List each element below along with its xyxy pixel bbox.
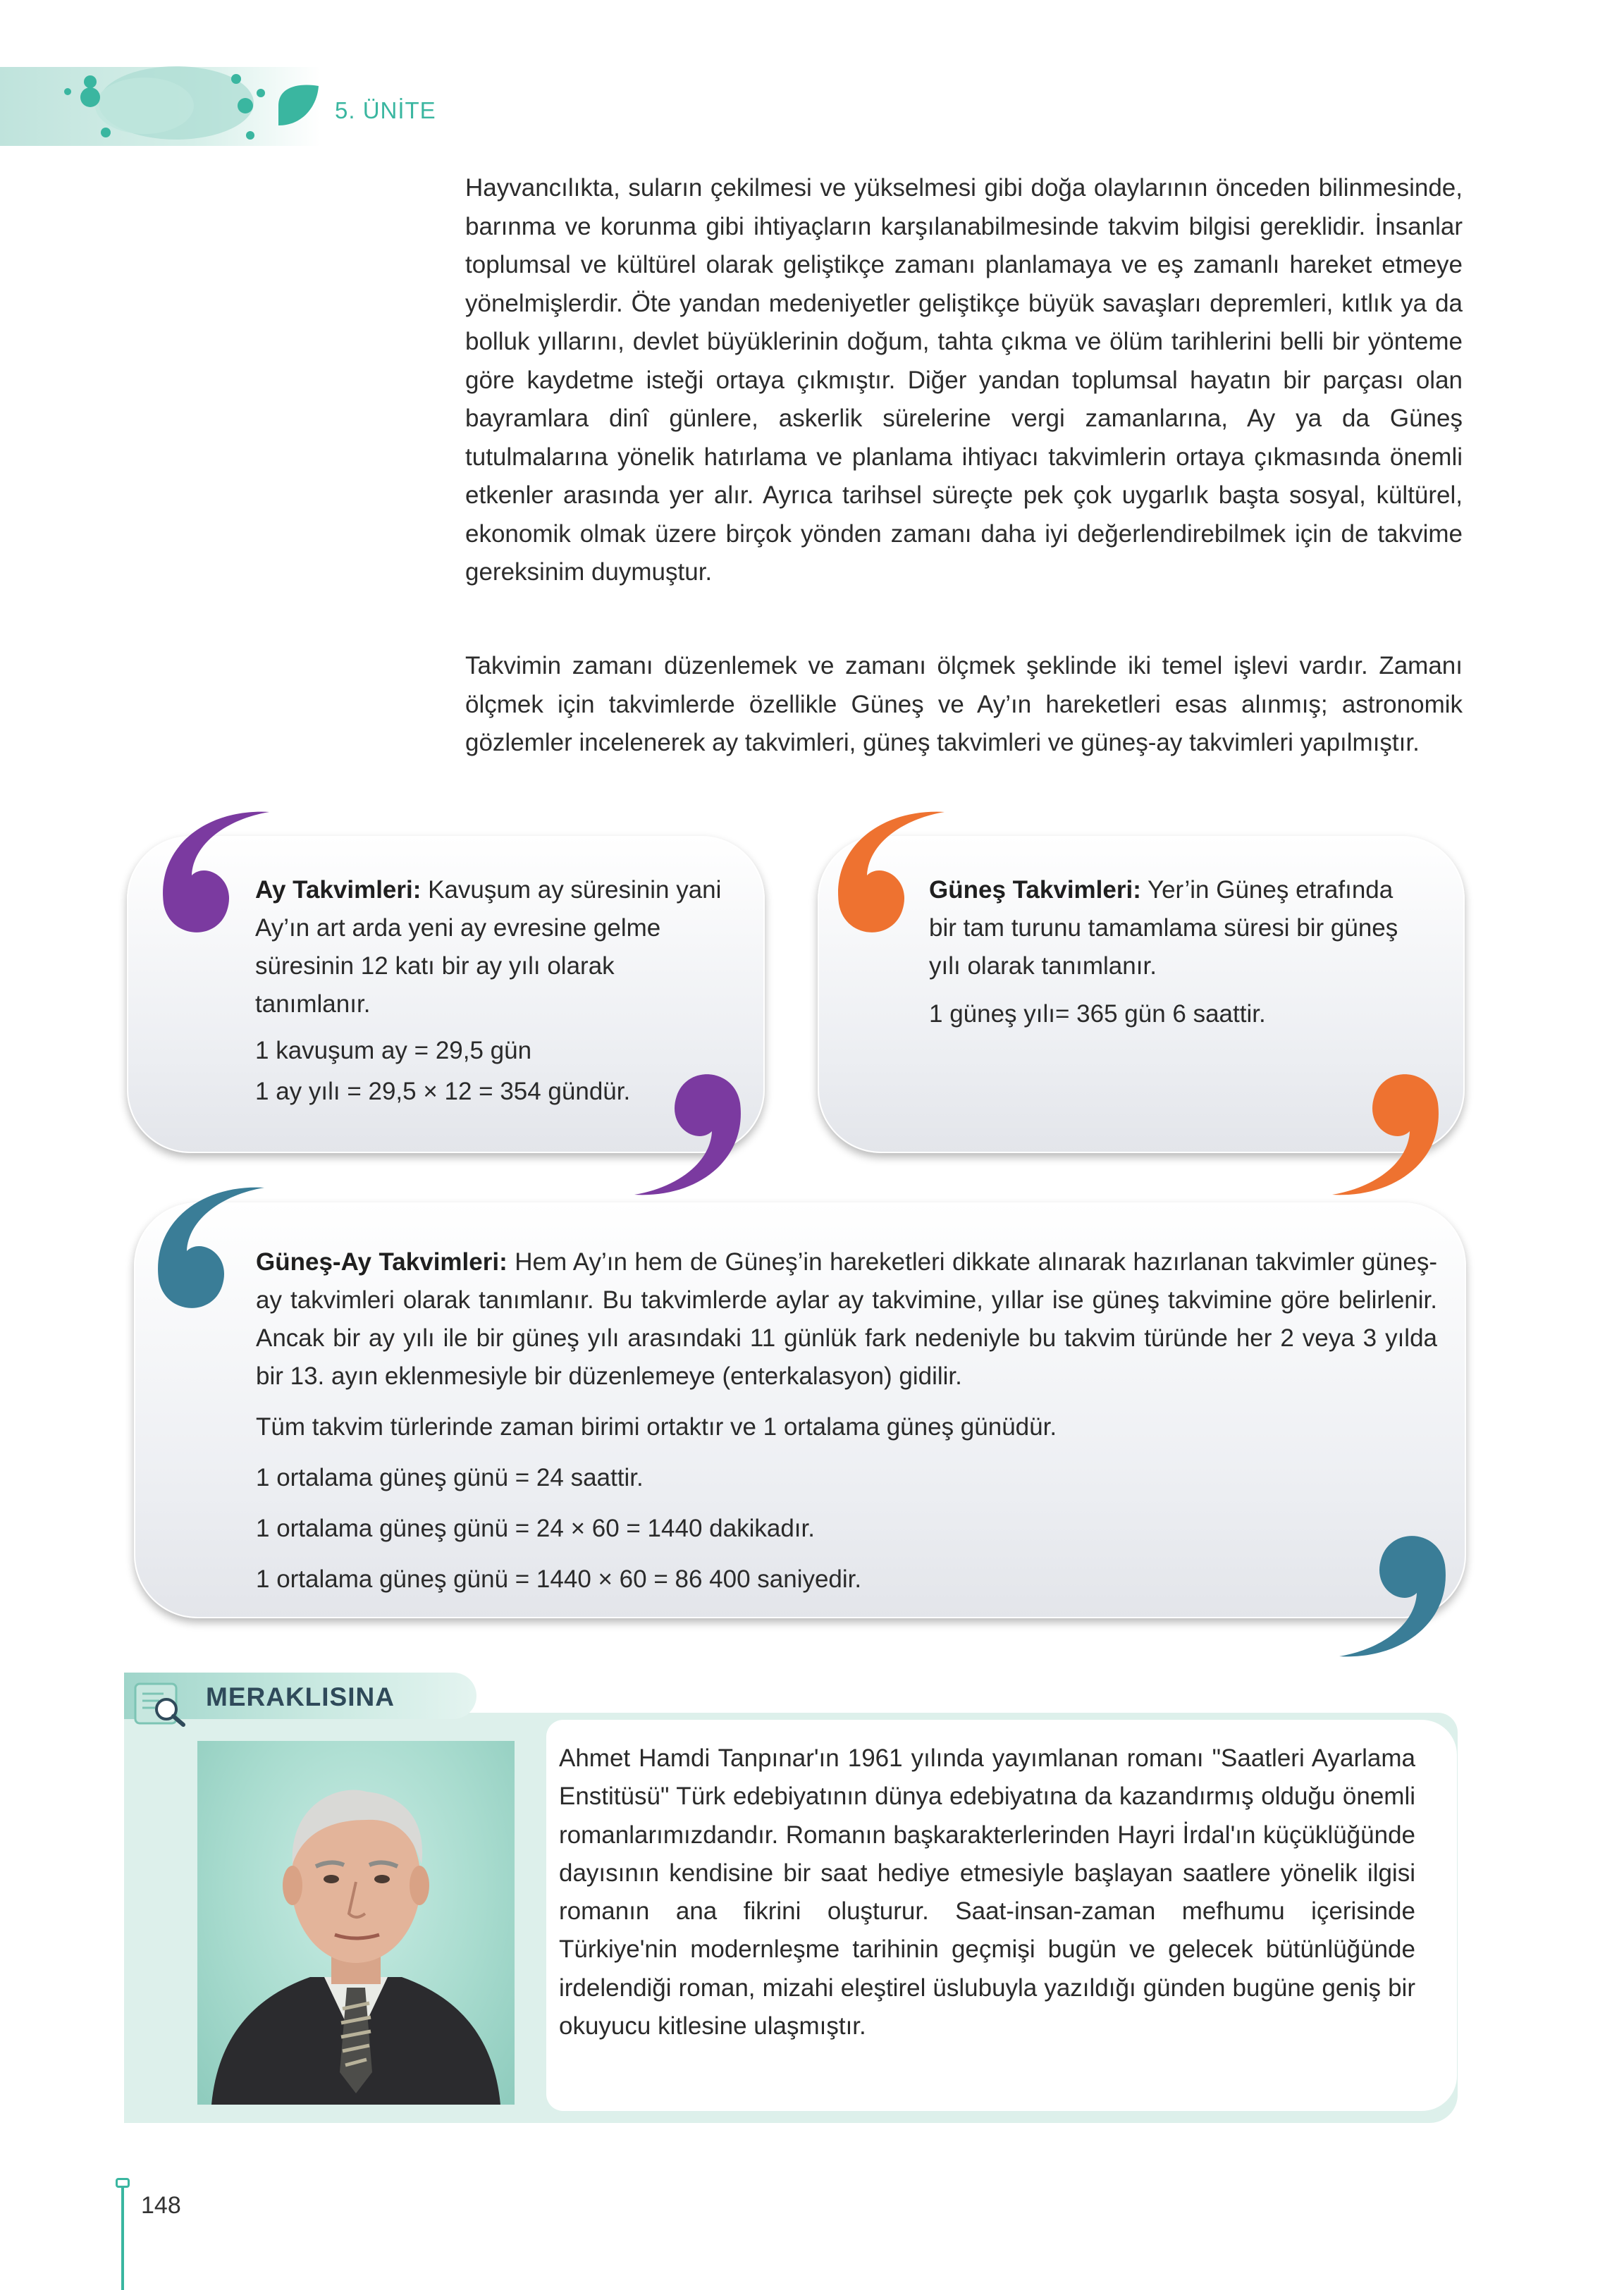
lunisolar-calendar-text [256,1243,1437,1599]
solar-formula: 1 güneş yılı= 365 gün 6 saattir. [929,1000,1266,1028]
document-search-icon [133,1681,192,1728]
lunar-description: Kavuşum ay süresinin yani Ay’ın art arda yeni ay evresine gelme süresinin 12 katı bir ay yılı olarak tanımlanır. [255,876,722,1018]
orange-quote-bottom-decoration [1311,1061,1473,1202]
lunisolar-formula-3: 1 ortalama güneş günü = 1440 × 60 = 86 400 saniyedir. [256,1565,862,1593]
page-number-rule [121,2184,124,2290]
paragraph-1: Hayvancılıkta, suların çekilmesi ve yükselmesi gibi doğa olaylarının önceden bilinmesinde, barınma ve korunma gibi ihtiyaçların karşılanabilmesinde takvim bilgisi gereklidir. İnsanlar toplumsal ve kültürel olarak geliştikçe zamanı planlamaya ve eş zamanlı hareket etmeye yönelmişlerdir. Öte yandan medeniyetler geliştikçe büyük savaşları depremleri, kıtlık ya da bolluk yıllarını, devlet büyüklerinin doğum, tahta çıkma ve ölüm tarihlerini belli bir yönteme göre kaydetme isteği ortaya çıkmıştır. Diğer yandan toplumsal hayatın bir parçası olan bayramlara dinî günlere, askerlik sürelerine vergi zamanlarına, Ay ya da Güneş tutulmalarına yönelik hatırlama ve planlama ihtiyacı takvimlerin ortaya çıkmasında önemli etkenler arasında yer alır. Ayrıca tarihsel süreçte pek çok uygarlık başta sosyal, kültürel, ekonomik olmak üzere birçok yönden zamanı daha iyi değerlendirebilmek için de takvime gereksinim duymuştur. [465,174,1463,586]
intro-paragraph [465,169,1463,592]
lunar-formula-2: 1 ay yılı = 29,5 × 12 = 354 gündür. [255,1078,631,1105]
lunar-formula-1: 1 kavuşum ay = 29,5 gün [255,1037,532,1064]
page-number: 148 [141,2192,181,2219]
solar-description: Yer’in Güneş etrafında bir tam turunu tamamlama süresi bir güneş yılı olarak tanımlanır. [929,876,1398,980]
lunisolar-formula-1: 1 ortalama güneş günü = 24 saattir. [256,1464,644,1491]
lunisolar-formula-2: 1 ortalama güneş günü = 24 × 60 = 1440 dakikadır. [256,1515,815,1542]
meraklisina-text [559,1740,1415,2045]
lunisolar-description: Hem Ay’ın hem de Güneş’in hareketleri dikkate alınarak hazırlanan takvimler güneş-ay takvimleri olarak tanımlanır. Bu takvimlerde aylar ay takvimine, yıllar ise güneş takvimine göre belirlenir. Ancak bir ay yılı ile bir güneş yılı arasındaki 11 günlük fark nedeniyle bu takvim türünde her 2 veya 3 yılda bir 13. ayın eklenmesiyle bir düzenlemeye (enterkalasyon) gidilir. [256,1248,1437,1390]
portrait-illustration [197,1741,515,2105]
header-bubbles-decoration [0,56,331,155]
meraklisina-title: MERAKLISINA [206,1682,395,1711]
meraklisina-paragraph: Ahmet Hamdi Tanpınar'ın 1961 yılında yayımlanan romanı "Saatleri Ayarlama Enstitüsü" Türk edebiyatının dünya edebiyatına da kazandırmış olduğu önemli romanlarımızdandır. Romanın başkarakterlerinden Hayri İrdal'ın küçüklüğünde dayısının kendisine bir saat hediye etmesiyle başlayan saatlere yönelik ilgisi romanın ana fikrini oluşturur. Saat-insan-zaman mefhumu içerisinde Türkiye'nin modernleşme tarihinin geçmişi bugün ve gelecek bütünlüğünde irdelendiği roman, mizahi eleştirel üslubuyla yazıldığı günden bugüne geniş bir okuyucu kitlesine ulaşmıştır. [559,1744,1415,2040]
unit-label: 5. ÜNİTE [335,97,436,123]
solar-title: Güneş Takvimleri: [929,876,1141,904]
function-paragraph [465,647,1463,763]
lunar-calendar-text [255,871,734,1111]
lunisolar-title: Güneş-Ay Takvimleri: [256,1248,508,1276]
author-portrait [197,1741,515,2105]
lunar-title: Ay Takvimleri: [255,876,422,904]
page-number-marker [116,2178,130,2188]
lunisolar-statement: Tüm takvim türlerinde zaman birimi ortaktır ve 1 ortalama güneş günüdür. [256,1413,1057,1441]
paragraph-2: Takvimin zamanı düzenlemek ve zamanı ölçmek şeklinde iki temel işlevi vardır. Zamanı ölçmek için takvimlerde özellikle Güneş ve Ay’ın hareketleri esas alınmış; astronomik gözlemler incelenerek ay takvimleri, güneş takvimleri ve güneş-ay takvimleri yapılmıştır. [465,652,1463,756]
solar-calendar-text [929,871,1422,1033]
